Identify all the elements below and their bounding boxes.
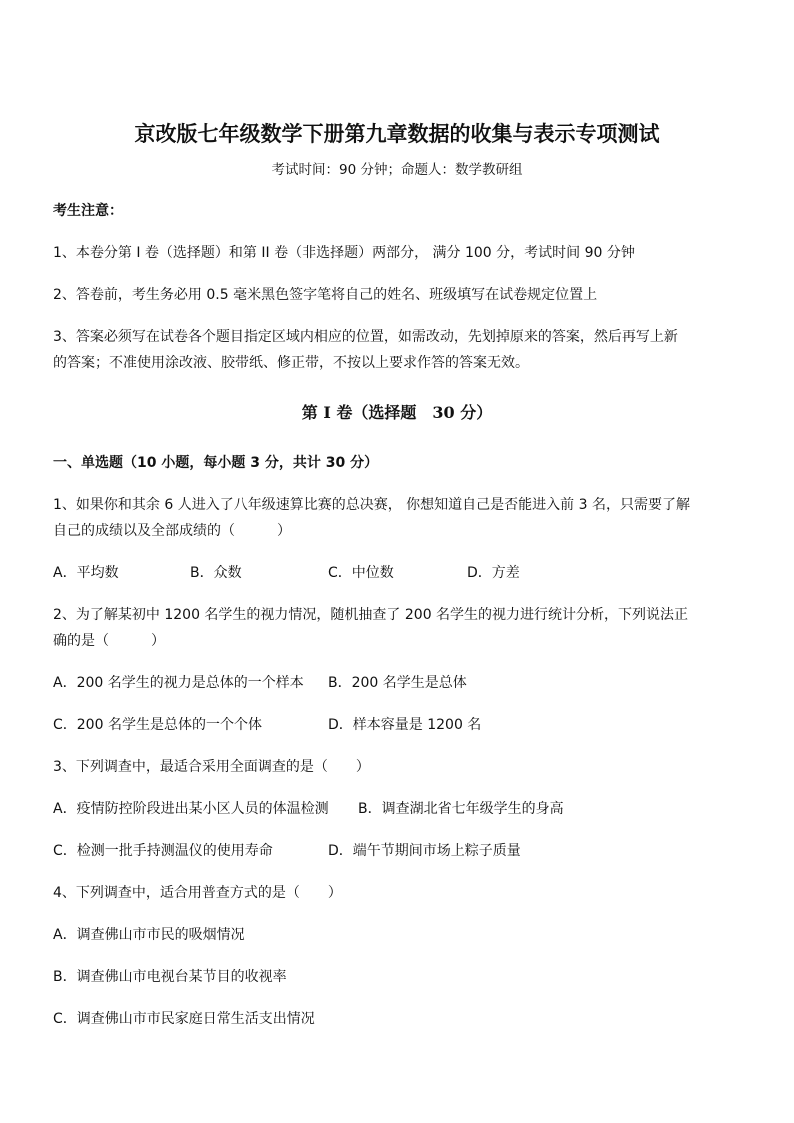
notice-heading: 考生注意： bbox=[53, 203, 123, 219]
question-3-option-c: C．检测一批手持测温仪的使用寿命 bbox=[53, 843, 273, 859]
section-title: 第 I 卷（选择题 30 分） bbox=[301, 403, 493, 422]
question-1-option-d: D．方差 bbox=[467, 565, 520, 581]
exam-info: 考试时间：90 分钟；命题人：数学教研组 bbox=[271, 162, 523, 178]
question-1-option-a: A．平均数 bbox=[53, 565, 119, 581]
question-4-option-a: A．调查佛山市市民的吸烟情况 bbox=[53, 927, 245, 943]
notice-item-1: 1、本卷分第 I 卷（选择题）和第 II 卷（非选择题）两部分， 满分 100 分，考试时间 90 分钟 bbox=[53, 245, 635, 261]
question-2-stem-line-1: 2、为了解某初中 1200 名学生的视力情况，随机抽查了 200 名学生的视力进行统计分析，下列说法正 bbox=[53, 607, 689, 623]
question-3-option-a: A．疫情防控阶段进出某小区人员的体温检测 bbox=[53, 801, 329, 817]
question-1-stem-line-2: 自己的成绩以及全部成绩的（ ） bbox=[53, 523, 291, 539]
question-4-option-c: C．调查佛山市市民家庭日常生活支出情况 bbox=[53, 1011, 315, 1027]
question-2-option-c: C．200 名学生是总体的一个个体 bbox=[53, 717, 262, 733]
question-2-option-d: D．样本容量是 1200 名 bbox=[328, 717, 482, 733]
question-2-option-b: B．200 名学生是总体 bbox=[328, 675, 467, 691]
question-2-option-a: A．200 名学生的视力是总体的一个样本 bbox=[53, 675, 304, 691]
question-4-option-b: B．调查佛山市电视台某节目的收视率 bbox=[53, 969, 287, 985]
notice-item-3-line-2: 的答案；不准使用涂改液、胶带纸、修正带，不按以上要求作答的答案无效。 bbox=[53, 355, 529, 371]
question-4-stem: 4、下列调查中，适合用普查方式的是（ ） bbox=[53, 885, 342, 901]
notice-item-3-line-1: 3、答案必须写在试卷各个题目指定区域内相应的位置，如需改动，先划掉原来的答案，然后再写上新 bbox=[53, 329, 678, 345]
question-1-option-c: C．中位数 bbox=[328, 565, 394, 581]
question-3-option-b: B．调查湖北省七年级学生的身高 bbox=[358, 801, 564, 817]
question-3-stem: 3、下列调查中，最适合采用全面调查的是（ ） bbox=[53, 759, 370, 775]
question-2-stem-line-2: 确的是（ ） bbox=[53, 633, 165, 649]
notice-item-2: 2、答卷前，考生务必用 0.5 毫米黑色签字笔将自己的姓名、班级填写在试卷规定位置上 bbox=[53, 287, 598, 303]
question-1-stem-line-1: 1、如果你和其余 6 人进入了八年级速算比赛的总决赛， 你想知道自己是否能进入前 3 名，只需要了解 bbox=[53, 497, 690, 513]
question-1-option-b: B．众数 bbox=[190, 565, 242, 581]
page-title: 京改版七年级数学下册第九章数据的收集与表示专项测试 bbox=[134, 121, 660, 146]
part-heading: 一、单选题（10 小题，每小题 3 分，共计 30 分） bbox=[53, 455, 379, 471]
question-3-option-d: D．端午节期间市场上粽子质量 bbox=[328, 843, 521, 859]
